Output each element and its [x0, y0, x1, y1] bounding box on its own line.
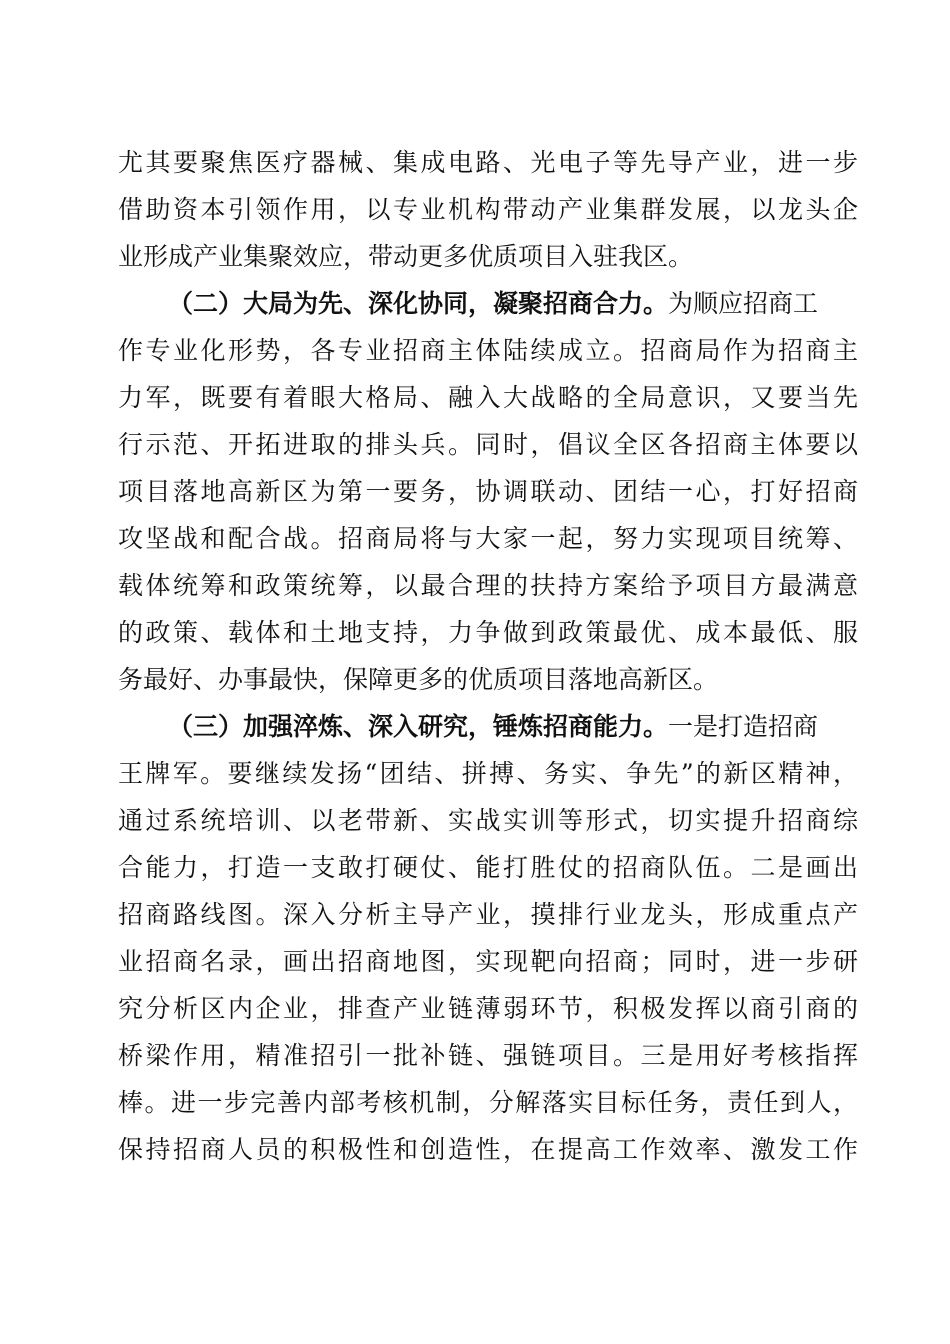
text-line: 王牌军。要继续发扬“团结、拼搏、务实、争先”的新区精神， — [118, 759, 858, 788]
text-line: 究分析区内企业，排查产业链薄弱环节，积极发挥以商引商的 — [118, 994, 858, 1023]
text-line: 项目落地高新区为第一要务，协调联动、团结一心，打好招商 — [118, 477, 858, 506]
text-line: 合能力，打造一支敢打硬仗、能打胜仗的招商队伍。二是画出 — [118, 853, 858, 882]
text-line: 招商路线图。深入分析主导产业，摸排行业龙头，形成重点产 — [118, 900, 858, 929]
section-heading: （二）大局为先、深化协同，凝聚招商合力。 — [168, 289, 669, 318]
text-line: 桥梁作用，精准招引一批补链、强链项目。三是用好考核指挥 — [118, 1041, 858, 1070]
text-line: 力军，既要有着眼大格局、融入大战略的全局意识，又要当先 — [118, 383, 858, 412]
text-line: 保持招商人员的积极性和创造性，在提高工作效率、激发工作 — [118, 1135, 858, 1164]
text-line: 借助资本引领作用，以专业机构带动产业集群发展，以龙头企 — [118, 195, 858, 224]
text-line: 尤其要聚焦医疗器械、集成电路、光电子等先导产业，进一步 — [118, 148, 858, 177]
text-line: 棒。进一步完善内部考核机制，分解落实目标任务，责任到人， — [118, 1088, 858, 1117]
text-line: 务最好、办事最快，保障更多的优质项目落地高新区。 — [118, 665, 719, 694]
section-heading: （三）加强淬炼、深入研究，锤炼招商能力。 — [168, 712, 669, 741]
paragraph-first-line — [168, 284, 818, 324]
text-line: 行示范、开拓进取的排头兵。同时，倡议全区各招商主体要以 — [118, 430, 858, 459]
heading-continuation: 为顺应招商工 — [668, 289, 819, 318]
text-line: 业形成产业集聚效应，带动更多优质项目入驻我区。 — [118, 242, 694, 271]
text-line: 攻坚战和配合战。招商局将与大家一起，努力实现项目统筹、 — [118, 524, 858, 553]
text-line: 作专业化形势，各专业招商主体陆续成立。招商局作为招商主 — [118, 336, 858, 365]
text-line: 载体统筹和政策统筹，以最合理的扶持方案给予项目方最满意 — [118, 571, 858, 600]
text-line: 业招商名录，画出招商地图，实现靶向招商；同时，进一步研 — [118, 947, 858, 976]
text-line: 的政策、载体和土地支持，力争做到政策最优、成本最低、服 — [118, 618, 858, 647]
paragraph-first-line — [168, 707, 818, 747]
heading-continuation: 一是打造招商 — [668, 712, 819, 741]
text-line: 通过系统培训、以老带新、实战实训等形式，切实提升招商综 — [118, 806, 858, 835]
